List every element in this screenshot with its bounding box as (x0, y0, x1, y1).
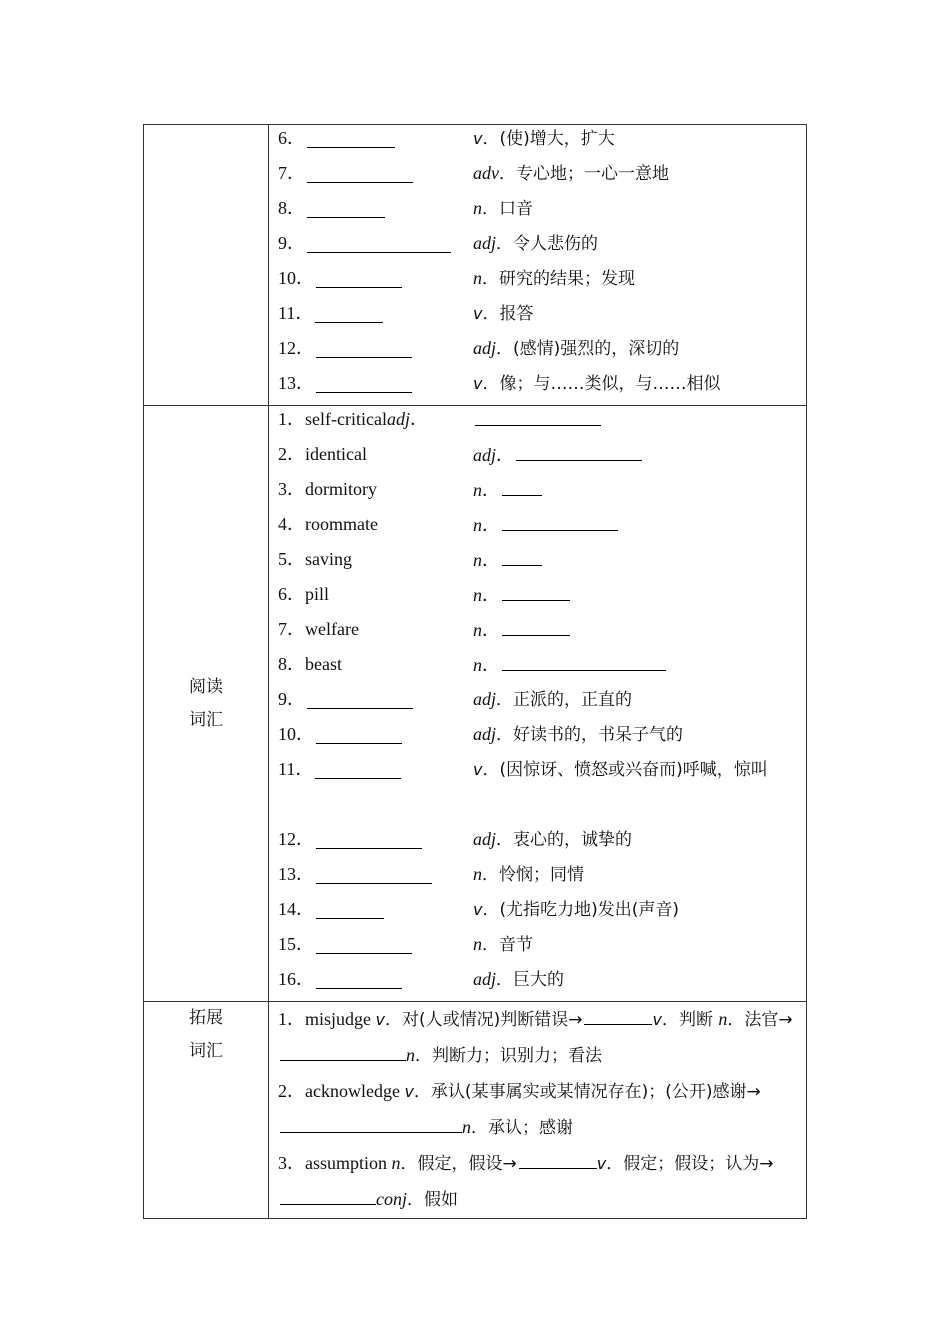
item-number: 10． (278, 724, 314, 744)
part-of-speech: n (473, 515, 482, 535)
item-number: 13． (278, 373, 314, 393)
meaning: ．(因惊讶、愤怒或兴奋而)呼喊，惊叫 (482, 760, 768, 780)
vocab-row (278, 125, 806, 160)
answer-blank (280, 1113, 462, 1133)
section-reading-body (269, 406, 807, 1002)
part-of-speech: v (375, 1010, 385, 1029)
answer-blank (316, 373, 412, 393)
vocab-row-right (473, 195, 806, 222)
vocab-row-left (278, 546, 473, 572)
answer-blank (519, 1149, 597, 1169)
answer-blank (584, 1005, 652, 1025)
vocab-row-left (278, 616, 473, 642)
vocab-row-right (473, 686, 806, 713)
item-number: 9． (278, 233, 305, 253)
meaning: ．承认；感谢 (471, 1118, 573, 1138)
meaning-blank (502, 476, 542, 496)
item-number: 15． (278, 934, 314, 954)
answer-blank (280, 1185, 376, 1205)
vocab-row (278, 476, 806, 511)
item-number: 10． (278, 268, 314, 288)
vocab-row-right (473, 752, 806, 788)
answer-blank (307, 198, 385, 218)
vocab-row (278, 861, 806, 896)
part-of-speech: v (473, 304, 483, 323)
vocab-row-left (278, 406, 473, 432)
vocab-row-left (278, 160, 473, 186)
vocab-row-right (473, 511, 806, 538)
item-number: 11． (278, 303, 314, 323)
meaning: ．好读书的，书呆子气的 (496, 725, 684, 745)
vocab-row-right (473, 616, 806, 643)
section-extension (144, 1002, 807, 1219)
part-of-speech: n (473, 198, 482, 218)
vocab-row (278, 160, 806, 195)
part-of-speech: adj (473, 338, 497, 358)
pos-dot: ． (496, 445, 515, 465)
section-reading (144, 406, 807, 1002)
pos-dot: ． (482, 515, 500, 535)
answer-blank (316, 969, 402, 989)
meaning: ．对(人或情况)判断错误→ (384, 1010, 583, 1030)
meaning: ．研究的结果；发现 (482, 269, 635, 289)
meaning-blank (502, 616, 570, 636)
item-number: 6． (278, 584, 305, 604)
part-of-speech: adj (473, 233, 497, 253)
item-number: 6． (278, 128, 305, 148)
part-of-speech: n (406, 1045, 415, 1065)
item-number: 4． (278, 514, 305, 534)
answer-blank (316, 934, 412, 954)
vocab-row-right (473, 546, 806, 573)
item-number: 5． (278, 549, 305, 569)
vocab-row-left (278, 265, 473, 291)
english-word: saving (305, 549, 352, 569)
answer-blank (316, 268, 402, 288)
item-number: 11． (278, 759, 314, 779)
english-word: identical (305, 444, 367, 464)
part-of-speech: n (473, 620, 482, 640)
part-of-speech: n (473, 550, 482, 570)
vocab-row-right (473, 861, 806, 888)
pos-dot: ． (482, 585, 500, 605)
pos-dot: ． (482, 655, 500, 675)
part-of-speech: adj (473, 689, 497, 709)
vocab-row-right (473, 230, 806, 257)
vocab-row (278, 370, 806, 405)
meaning: ．音节 (482, 935, 533, 955)
vocab-row-left (278, 861, 473, 887)
pos-dot: ． (482, 550, 500, 570)
item-number: 12． (278, 338, 314, 358)
vocab-row (278, 966, 806, 1001)
part-of-speech: n (473, 864, 482, 884)
vocab-row-right (473, 125, 806, 152)
meaning: ．法官→ (727, 1010, 793, 1030)
part-of-speech: n (718, 1009, 728, 1029)
vocab-row-right (473, 581, 806, 608)
vocab-row (278, 511, 806, 546)
part-of-speech: v (473, 900, 483, 919)
vocab-row (278, 195, 806, 230)
meaning-blank (502, 546, 542, 566)
meaning: ．假定；假设；认为→ (606, 1154, 774, 1174)
part-of-speech: adj (473, 445, 497, 465)
answer-blank (315, 759, 401, 779)
meaning-blank (502, 511, 618, 531)
vocab-row-right (473, 441, 806, 468)
vocab-row-right (473, 476, 806, 503)
english-word: assumption (305, 1153, 388, 1173)
meaning: ．正派的，正直的 (496, 690, 633, 710)
answer-blank (315, 303, 383, 323)
vocab-row-left (278, 721, 473, 747)
extension-item (278, 1002, 806, 1074)
vocab-row (278, 265, 806, 300)
category-reading (144, 406, 269, 1002)
vocab-row-left (278, 441, 473, 467)
meaning: ．怜悯；同情 (482, 865, 584, 885)
vocab-row-right (473, 406, 806, 433)
vocab-row-left (278, 966, 473, 992)
part-of-speech: v (473, 374, 483, 393)
meaning: ．口音 (482, 199, 533, 219)
part-of-speech: v (473, 760, 483, 779)
meaning-blank (475, 406, 601, 426)
part-of-speech: n (462, 1117, 471, 1137)
vocab-row (278, 826, 806, 861)
meaning-blank (516, 441, 642, 461)
part-of-speech: n (473, 268, 482, 288)
section-extension-body (269, 1002, 807, 1219)
item-number: 2． (278, 444, 305, 464)
answer-blank (307, 233, 451, 253)
answer-blank (316, 864, 432, 884)
vocab-row-right (473, 370, 806, 397)
vocab-row (278, 581, 806, 616)
vocab-row-right (473, 335, 806, 362)
english-word: self-critical (305, 409, 387, 429)
vocab-row-right (473, 265, 806, 292)
vocab-row-left (278, 370, 473, 396)
category-extension-line2: 词汇 (189, 1041, 223, 1061)
part-of-speech: v (473, 129, 483, 148)
item-number: 9． (278, 689, 305, 709)
vocab-row (278, 300, 806, 335)
vocab-row (278, 931, 806, 966)
vocab-row-right (473, 896, 806, 923)
item-number: 12． (278, 829, 314, 849)
vocab-row-left (278, 230, 473, 256)
extension-item (278, 1146, 806, 1218)
vocab-row (278, 546, 806, 581)
english-word: roommate (305, 514, 378, 534)
extension-item (278, 1074, 806, 1146)
vocab-row-left (278, 896, 473, 922)
vocab-row (278, 441, 806, 476)
vocab-row-right (473, 931, 806, 958)
vocab-row-right (473, 300, 806, 327)
answer-blank (307, 128, 395, 148)
item-number: 8． (278, 198, 305, 218)
vocab-row (278, 335, 806, 370)
item-number: 2． (278, 1081, 305, 1101)
vocabulary-table (143, 124, 807, 1219)
category-extension-line1: 拓展 (189, 1008, 223, 1028)
english-word: misjudge (305, 1009, 371, 1029)
vocab-row-left (278, 651, 473, 677)
vocab-row-right (473, 826, 806, 853)
english-word: dormitory (305, 479, 377, 499)
vocab-row-left (278, 511, 473, 537)
answer-blank (307, 163, 413, 183)
meaning: ．衷心的，诚挚的 (496, 830, 633, 850)
vocab-row (278, 230, 806, 265)
item-number: 1． (278, 409, 305, 429)
meaning: ．假如 (407, 1190, 458, 1210)
meaning: ．巨大的 (496, 970, 565, 990)
meaning: ．假定，假设→ (400, 1154, 517, 1174)
vocab-row-left (278, 931, 473, 957)
vocab-row-left (278, 756, 473, 782)
part-of-speech: v (652, 1010, 662, 1029)
category-extension (144, 1002, 269, 1219)
meaning: ．(尤指吃力地)发出(声音) (482, 900, 679, 920)
part-of-speech: adv (473, 163, 499, 183)
meaning: ．判断力；识别力；看法 (415, 1046, 602, 1066)
vocab-row-left (278, 686, 473, 712)
category-reading-line2: 词汇 (189, 709, 223, 730)
part-of-speech: n (473, 585, 482, 605)
part-of-speech: n (473, 655, 482, 675)
part-of-speech: adj (473, 724, 497, 744)
item-number: 14． (278, 899, 314, 919)
part-of-speech: n (473, 934, 482, 954)
vocab-row-left (278, 300, 473, 326)
item-number: 13． (278, 864, 314, 884)
meaning: ．报答 (482, 304, 534, 324)
vocab-row-right (473, 160, 806, 187)
vocab-row (278, 756, 806, 826)
meaning: ．专心地；一心一意地 (499, 164, 669, 184)
answer-blank (316, 899, 384, 919)
category-reading-line1: 阅读 (189, 676, 223, 697)
meaning-blank (502, 651, 666, 671)
category-empty (144, 125, 269, 406)
item-number: 7． (278, 163, 305, 183)
vocab-row (278, 616, 806, 651)
vocab-row (278, 651, 806, 686)
meaning: ．承认(某事属实或某情况存在)；(公开)感谢→ (413, 1082, 761, 1102)
english-word: welfare (305, 619, 359, 639)
answer-blank (316, 338, 412, 358)
pos-dot: ． (482, 620, 500, 640)
part-of-speech: v (404, 1082, 414, 1101)
vocab-row (278, 686, 806, 721)
part-of-speech: v (596, 1154, 607, 1173)
item-number: 3． (278, 1153, 305, 1173)
item-number: 1． (278, 1009, 305, 1029)
item-number: 7． (278, 619, 305, 639)
answer-blank (307, 689, 413, 709)
meaning: ．令人悲伤的 (496, 234, 599, 254)
vocab-row-right (473, 721, 806, 748)
part-of-speech: conj (376, 1189, 407, 1209)
vocab-row-left (278, 195, 473, 221)
meaning: ．(感情)强烈的，深切的 (496, 339, 680, 359)
vocab-row-right (473, 966, 806, 993)
meaning: ．判断 (661, 1010, 719, 1030)
vocab-row (278, 721, 806, 756)
item-number: 16． (278, 969, 314, 989)
section-top (144, 125, 807, 406)
answer-blank (316, 724, 402, 744)
answer-blank (280, 1041, 406, 1061)
part-of-speech: n (391, 1153, 401, 1173)
pos-dot: ． (409, 409, 428, 429)
section-top-body (269, 125, 807, 406)
english-word: pill (305, 584, 330, 604)
vocab-row-left (278, 335, 473, 361)
answer-blank (316, 829, 422, 849)
meaning: ．(使)增大，扩大 (482, 129, 615, 149)
part-of-speech: n (473, 480, 482, 500)
part-of-speech: adj (473, 969, 497, 989)
vocab-row-right (473, 651, 806, 678)
english-word: acknowledge (305, 1081, 400, 1101)
part-of-speech: adj (386, 409, 410, 429)
item-number: 3． (278, 479, 305, 499)
vocab-row-left (278, 581, 473, 607)
vocab-row (278, 896, 806, 931)
meaning: ．像；与……类似，与……相似 (482, 374, 721, 394)
english-word: beast (305, 654, 342, 674)
vocab-row-left (278, 826, 473, 852)
part-of-speech: adj (473, 829, 497, 849)
item-number: 8． (278, 654, 305, 674)
meaning-blank (502, 581, 570, 601)
pos-dot: ． (482, 480, 500, 500)
vocab-row-left (278, 476, 473, 502)
vocab-row-left (278, 125, 473, 151)
vocab-row (278, 406, 806, 441)
